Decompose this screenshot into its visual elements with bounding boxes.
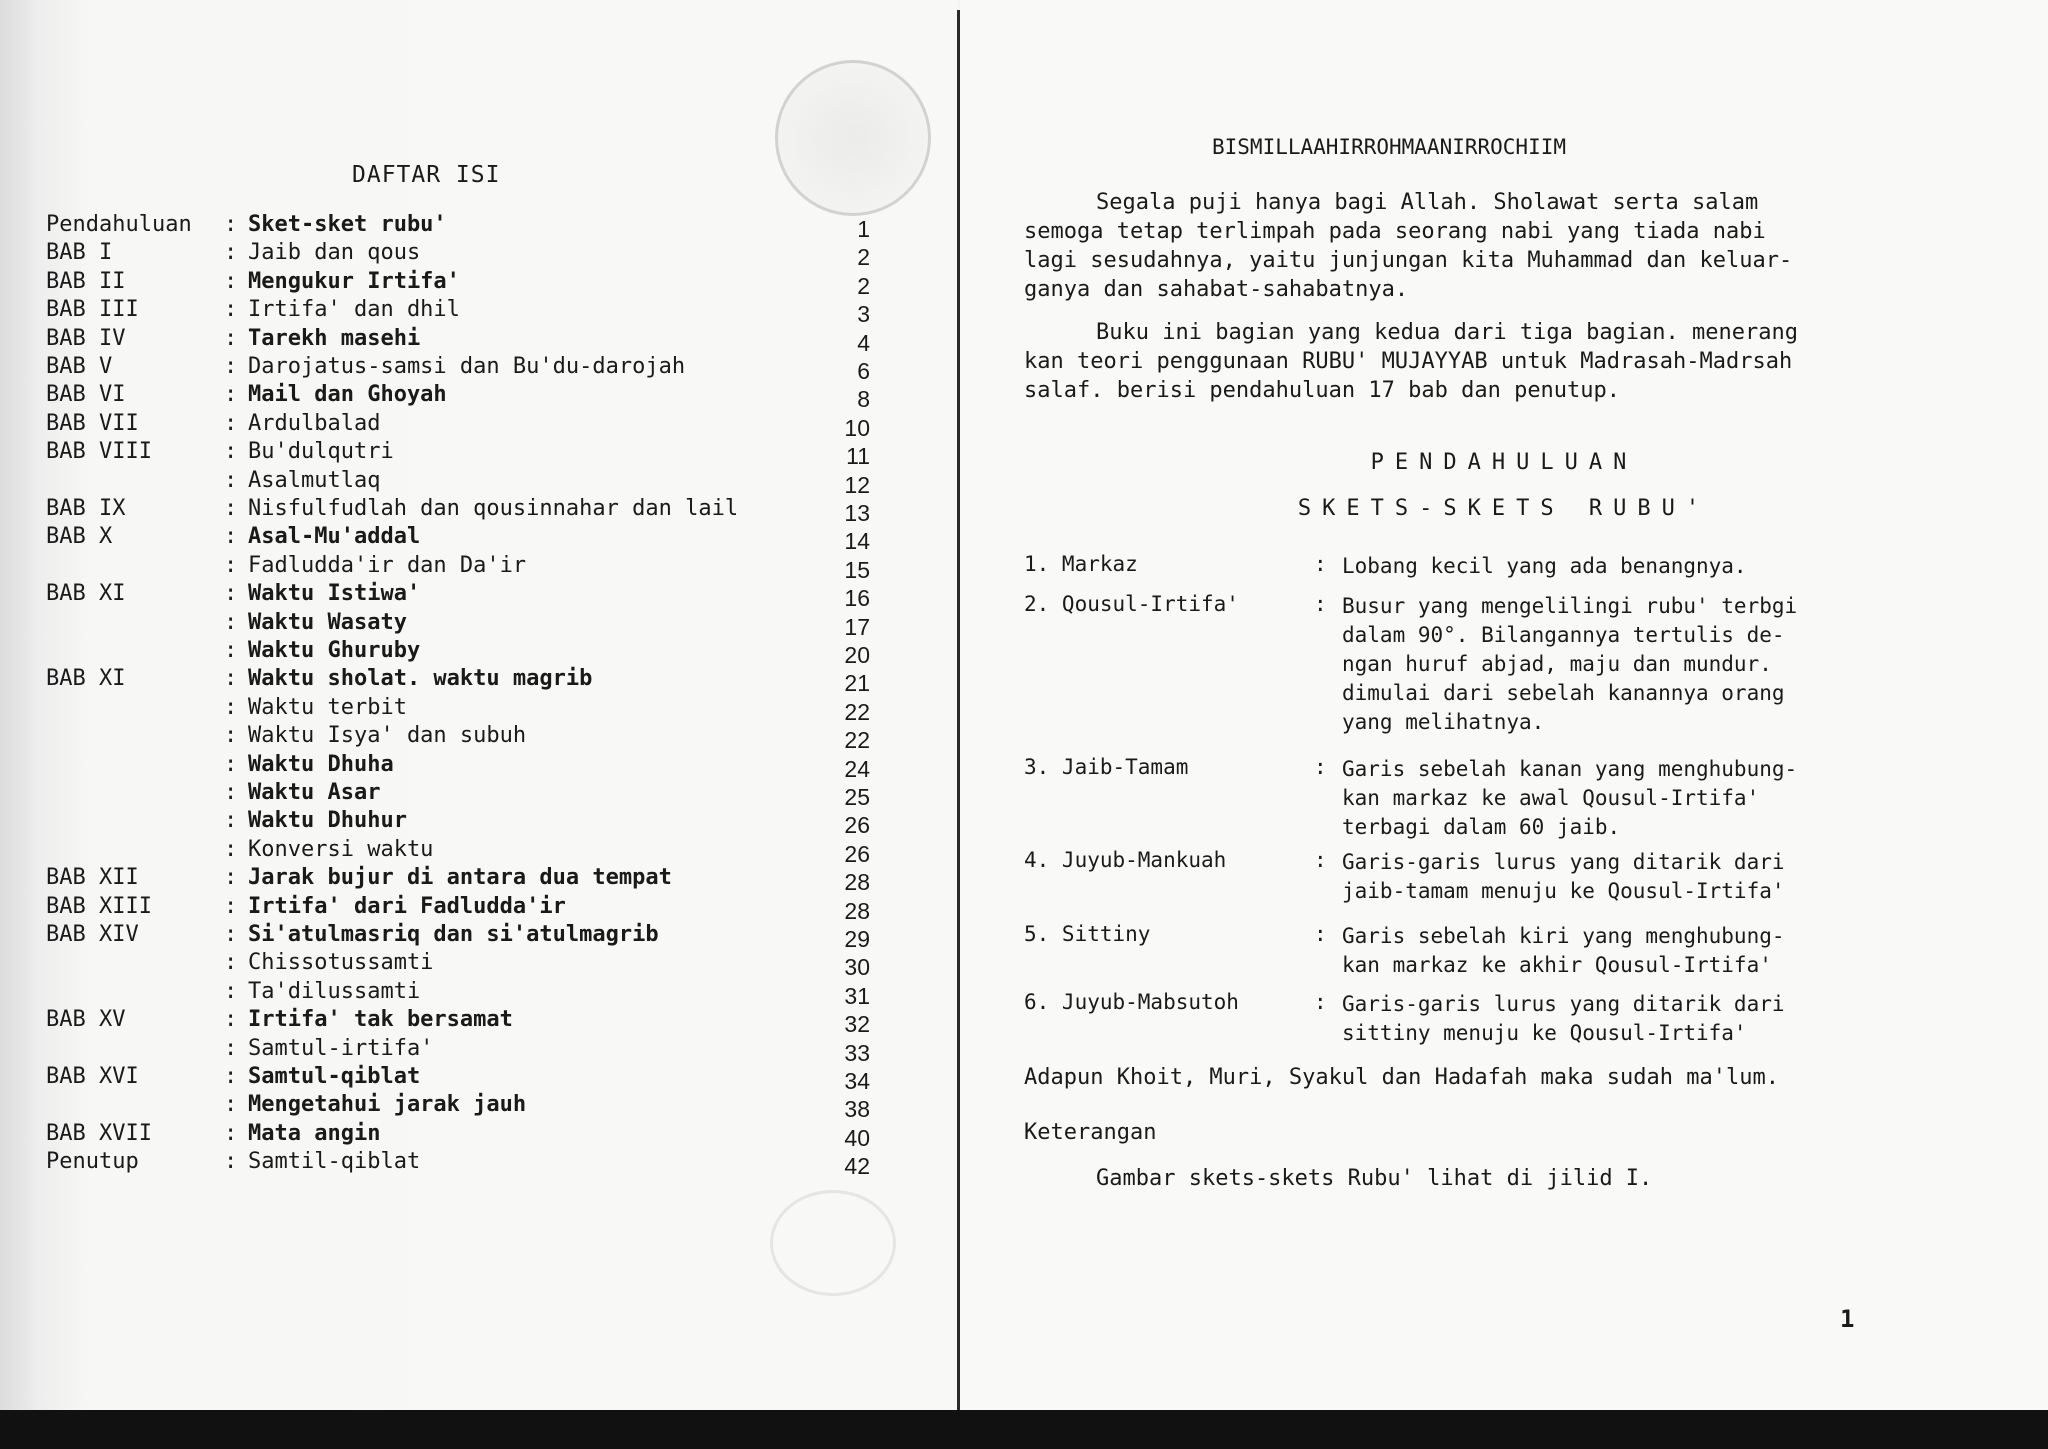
toc-chapter-label: BAB XVI (46, 1064, 139, 1089)
toc-row (0, 922, 880, 950)
toc-page-number: 11 (846, 443, 870, 470)
toc-topic: Mata angin (248, 1120, 381, 1146)
toc-chapter-label: BAB XII (46, 865, 139, 891)
section-heading-pendahuluan: PENDAHULUAN (1370, 450, 1638, 475)
toc-topic: Samtul-qiblat (248, 1064, 421, 1089)
toc-row (0, 524, 880, 555)
toc-page-number: 22 (844, 698, 870, 725)
toc-page-number: 4 (857, 329, 870, 356)
toc-page-number: 34 (844, 1068, 870, 1094)
toc-separator: : (224, 354, 238, 379)
text-line: Garis-garis lurus yang ditarik dari (1342, 992, 1785, 1016)
text-line: salaf. berisi pendahuluan 17 bab dan penutup. (1024, 378, 1621, 403)
toc-topic: Darojatus-samsi dan Bu'du-darojah (248, 354, 686, 379)
toc-separator: : (224, 1007, 238, 1033)
toc-topic: Mail dan Ghoyah (248, 382, 447, 408)
toc-separator: : (224, 524, 238, 550)
description-paragraph (1024, 318, 1870, 405)
toc-chapter-label: BAB XV (46, 1007, 126, 1033)
text-line: Gambar skets-skets Rubu' lihat di jilid I. (1096, 1166, 1653, 1191)
text-line: terbagi dalam 60 jaib. (1342, 815, 1621, 839)
toc-separator: : (224, 922, 238, 947)
toc-page-number: 2 (857, 244, 870, 271)
definition-description (1342, 848, 1902, 906)
toc-separator: : (224, 808, 238, 834)
definition-description (1342, 552, 1902, 581)
toc-topic: Jarak bujur di antara dua tempat (248, 865, 672, 891)
intro-paragraph (1024, 188, 1870, 304)
toc-topic: Waktu Asar (248, 780, 381, 805)
text-line: sittiny menuju ke Qousul-Irtifa' (1342, 1021, 1747, 1045)
text-line: lagi sesudahnya, yaitu junjungan kita Muhammad dan keluar- (1024, 248, 1793, 273)
toc-separator: : (224, 694, 238, 720)
toc-row (0, 837, 880, 865)
section-heading-skets: SKETS-SKETS RUBU' (1297, 496, 1711, 521)
toc-row (0, 1149, 880, 1180)
toc-topic: Waktu sholat. waktu magrib (248, 666, 593, 692)
definition-term: 5. Sittiny (1024, 922, 1151, 946)
text-line: Keterangan (1024, 1120, 1157, 1145)
text-line: dimulai dari sebelah kanannya orang (1342, 681, 1785, 705)
toc-topic: Waktu Isya' dan subuh (248, 723, 527, 749)
toc-page-number: 33 (844, 1039, 870, 1066)
toc-topic: Nisfulfudlah dan qousinnahar dan lail (248, 496, 739, 521)
text-line: jaib-tamam menuju ke Qousul-Irtifa' (1342, 879, 1785, 903)
toc-page-number: 8 (857, 386, 870, 413)
toc-topic: Samtul-irtifa' (248, 1035, 434, 1061)
page-number: 1 (1840, 1305, 1855, 1333)
toc-row (0, 950, 880, 981)
definition-separator: : (1314, 848, 1327, 872)
toc-page-number: 21 (844, 670, 870, 697)
definition-separator: : (1314, 990, 1327, 1014)
toc-row (0, 1121, 880, 1149)
toc-separator: : (224, 1092, 238, 1118)
toc-row (0, 468, 880, 496)
toc-chapter-label: BAB XIV (46, 922, 139, 947)
toc-separator: : (224, 978, 238, 1004)
toc-row (0, 326, 880, 354)
toc-chapter-label: BAB IV (46, 325, 126, 351)
toc-page-number: 42 (844, 1153, 870, 1180)
toc-page-number: 1 (857, 216, 870, 242)
toc-separator: : (224, 581, 238, 607)
toc-separator: : (224, 240, 238, 266)
toc-topic: Irtifa' dan dhil (248, 297, 460, 323)
toc-topic: Konversi waktu (248, 836, 434, 862)
toc-separator: : (224, 382, 238, 408)
toc-row (0, 1036, 880, 1064)
toc-separator: : (224, 212, 238, 237)
text-line: semoga tetap terlimpah pada seorang nabi yang tiada nabi (1024, 219, 1766, 244)
toc-row (0, 553, 880, 581)
toc-topic: Waktu Dhuha (248, 751, 394, 777)
toc-page-number: 29 (844, 926, 870, 952)
definition-term: 2. Qousul-Irtifa' (1024, 592, 1239, 616)
definition-term: 1. Markaz (1024, 552, 1138, 576)
toc-topic: Waktu Ghuruby (248, 638, 421, 663)
toc-topic: Waktu Dhuhur (248, 808, 407, 834)
toc-row (0, 610, 880, 638)
toc-separator: : (224, 780, 238, 805)
text-line: yang melihatnya. (1342, 710, 1545, 734)
toc-row (0, 411, 880, 439)
toc-page-number: 16 (844, 585, 870, 612)
definition-separator: : (1314, 592, 1327, 616)
toc-page-number: 30 (844, 954, 870, 981)
toc-chapter-label: BAB VII (46, 410, 139, 436)
text-line: ganya dan sahabat-sahabatnya. (1024, 277, 1409, 302)
toc-row (0, 780, 880, 808)
toc-separator: : (224, 638, 238, 663)
toc-separator: : (224, 1149, 238, 1175)
toc-page-number: 32 (844, 1011, 870, 1038)
toc-chapter-label: BAB XVII (46, 1120, 152, 1146)
toc-topic: Bu'dulqutri (248, 439, 394, 465)
toc-row (0, 269, 880, 297)
toc-topic: Chissotussamti (248, 950, 434, 976)
toc-chapter-label: BAB X (46, 524, 113, 550)
toc-separator: : (224, 410, 238, 436)
toc-row (0, 894, 880, 922)
toc-page-number: 38 (844, 1096, 870, 1123)
toc-topic: Waktu Istiwa' (248, 581, 421, 607)
toc-row (0, 638, 880, 666)
toc-row (0, 695, 880, 723)
toc-topic: Mengukur Irtifa' (248, 268, 460, 294)
text-line: Lobang kecil yang ada benangnya. (1342, 554, 1747, 578)
toc-row (0, 581, 880, 612)
toc-row (0, 723, 880, 754)
toc-chapter-label: BAB VIII (46, 439, 152, 465)
toc-page-number: 6 (857, 358, 870, 384)
toc-topic: Jaib dan qous (248, 240, 421, 266)
toc-separator: : (224, 1120, 238, 1146)
toc-topic: Irtifa' dari Fadludda'ir (248, 893, 566, 919)
toc-page-number: 13 (844, 500, 870, 526)
toc-page-number: 28 (844, 897, 870, 924)
toc-separator: : (224, 1035, 238, 1061)
toc-row (0, 240, 880, 271)
text-line: Segala puji hanya bagi Allah. Sholawat serta salam (1096, 190, 1759, 215)
definition-term: 6. Juyub-Mabsutoh (1024, 990, 1239, 1014)
toc-separator: : (224, 467, 238, 493)
scan-edge (0, 1410, 2048, 1449)
toc-separator: : (224, 751, 238, 777)
toc-page-number: 40 (844, 1124, 870, 1151)
toc-chapter-label: BAB I (46, 240, 113, 266)
toc-row (0, 979, 880, 1007)
toc-topic: Asalmutlaq (248, 467, 381, 493)
toc-separator: : (224, 836, 238, 862)
text-line: kan markaz ke akhir Qousul-Irtifa' (1342, 953, 1772, 977)
toc-page-number: 22 (844, 727, 870, 754)
toc-page-number: 28 (844, 869, 870, 896)
toc-page-number: 17 (844, 613, 870, 640)
text-line: kan teori penggunaan RUBU' MUJAYYAB untuk Madrasah-Madrsah (1024, 349, 1793, 374)
definition-separator: : (1314, 922, 1327, 946)
toc-row (0, 496, 880, 524)
toc-page-number: 26 (844, 812, 870, 839)
toc-row (0, 1064, 880, 1092)
text-line: Garis sebelah kiri yang menghubung- (1342, 924, 1785, 948)
keterangan-label (1024, 1118, 1870, 1147)
text-line: Adapun Khoit, Muri, Syakul dan Hadafah maka sudah ma'lum. (1024, 1065, 1779, 1090)
toc-row (0, 297, 880, 328)
toc-chapter-label: BAB VI (46, 382, 126, 408)
left-page (0, 0, 958, 1410)
toc-page-number: 10 (844, 414, 870, 441)
toc-separator: : (224, 723, 238, 749)
text-line: dalam 90°. Bilangannya tertulis de- (1342, 623, 1785, 647)
keterangan-text (1024, 1164, 1870, 1193)
toc-topic: Mengetahui jarak jauh (248, 1092, 527, 1118)
toc-separator: : (224, 297, 238, 323)
toc-row (0, 212, 880, 240)
definition-description (1342, 922, 1902, 980)
toc-chapter-label: BAB II (46, 268, 126, 294)
toc-row (0, 1007, 880, 1038)
toc-page-number: 20 (844, 642, 870, 668)
toc-page-number: 15 (844, 556, 870, 583)
definition-separator: : (1314, 755, 1327, 779)
toc-chapter-label: BAB III (46, 297, 139, 323)
toc-row (0, 382, 880, 413)
toc-separator: : (224, 865, 238, 891)
toc-topic: Asal-Mu'addal (248, 524, 421, 550)
toc-chapter-label: Penutup (46, 1149, 139, 1175)
bismillah-heading: BISMILLAAHIRROHMAANIRROCHIIM (1212, 135, 1567, 159)
toc-page-number: 26 (844, 840, 870, 867)
toc-page-number: 2 (857, 272, 870, 299)
toc-separator: : (224, 1064, 238, 1089)
toc-separator: : (224, 609, 238, 635)
toc-row (0, 439, 880, 470)
toc-separator: : (224, 325, 238, 351)
toc-topic: Ardulbalad (248, 410, 381, 436)
text-line: Busur yang mengelilingi rubu' terbgi (1342, 594, 1798, 618)
definition-description (1342, 592, 1902, 737)
toc-topic: Samtil-qiblat (248, 1149, 421, 1175)
text-line: ngan huruf abjad, maju dan mundur. (1342, 652, 1772, 676)
toc-page-number: 3 (857, 301, 870, 328)
definition-term: 3. Jaib-Tamam (1024, 755, 1189, 779)
toc-chapter-label: BAB V (46, 354, 113, 379)
toc-row (0, 1092, 880, 1123)
toc-topic: Waktu terbit (248, 694, 407, 720)
text-line: Garis-garis lurus yang ditarik dari (1342, 850, 1785, 874)
text-line: kan markaz ke awal Qousul-Irtifa' (1342, 786, 1760, 810)
toc-row (0, 752, 880, 780)
toc-page-number: 25 (844, 784, 870, 810)
library-stamp (775, 60, 931, 216)
library-stamp-faint (770, 1190, 896, 1296)
toc-chapter-label: BAB XIII (46, 893, 152, 919)
toc-topic: Si'atulmasriq dan si'atulmagrib (248, 922, 659, 947)
toc-page-number: 12 (844, 471, 870, 498)
closing-text (1024, 1063, 1870, 1092)
toc-topic: Ta'dilussamti (248, 978, 421, 1004)
toc-row (0, 808, 880, 839)
toc-page-number: 14 (844, 528, 870, 555)
text-line: Buku ini bagian yang kedua dari tiga bagian. menerang (1096, 320, 1798, 345)
toc-separator: : (224, 950, 238, 976)
toc-topic: Tarekh masehi (248, 325, 421, 351)
toc-topic: Irtifa' tak bersamat (248, 1007, 513, 1033)
toc-separator: : (224, 268, 238, 294)
toc-separator: : (224, 552, 238, 578)
toc-chapter-label: BAB XI (46, 666, 126, 692)
toc-separator: : (224, 496, 238, 521)
toc-page-number: 31 (844, 982, 870, 1009)
toc-chapter-label: Pendahuluan (46, 212, 192, 237)
toc-chapter-label: BAB IX (46, 496, 126, 521)
definition-separator: : (1314, 552, 1327, 576)
toc-topic: Waktu Wasaty (248, 609, 407, 635)
toc-separator: : (224, 439, 238, 465)
toc-separator: : (224, 893, 238, 919)
toc-row (0, 865, 880, 896)
text-line: Garis sebelah kanan yang menghubung- (1342, 757, 1798, 781)
toc-topic: Fadludda'ir dan Da'ir (248, 552, 527, 578)
toc-separator: : (224, 666, 238, 692)
toc-title: DAFTAR ISI (352, 162, 501, 188)
definition-term: 4. Juyub-Mankuah (1024, 848, 1227, 872)
toc-row (0, 354, 880, 382)
toc-topic: Sket-sket rubu' (248, 212, 447, 237)
definition-description (1342, 990, 1902, 1048)
toc-row (0, 666, 880, 697)
definition-description (1342, 755, 1902, 842)
toc-chapter-label: BAB XI (46, 581, 126, 607)
toc-page-number: 24 (844, 755, 870, 782)
